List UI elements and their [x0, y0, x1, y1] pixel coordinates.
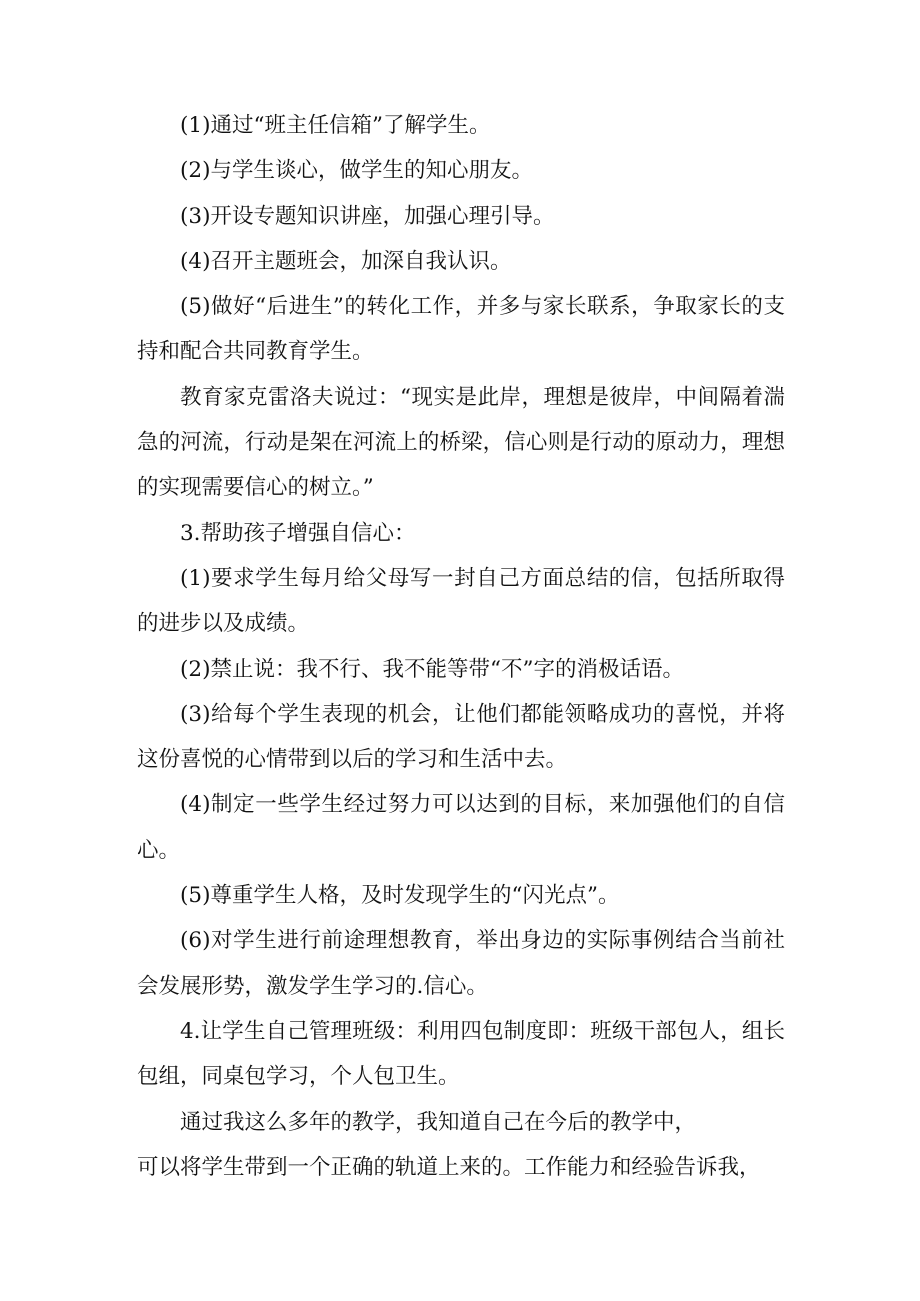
- document-body: [137, 103, 785, 1190]
- paragraph-lecture: (3)开设专题知识讲座，加强心理引导。: [180, 203, 555, 229]
- section-heading-confidence: 3.帮助孩子增强自信心：: [180, 520, 416, 546]
- closing-line-1: 通过我这么多年的教学，我知道自己在今后的教学中，: [180, 1109, 697, 1135]
- section-heading-self-management: 4.让学生自己管理班级：利用四包制度即：班级干部包人，组长包组，同桌包学习，个人包卫生。: [137, 1018, 785, 1090]
- paragraph-mailbox: (1)通过“班主任信箱”了解学生。: [180, 113, 491, 138]
- paragraph-forbid-negative: (2)禁止说：我不行、我不能等带“不”字的消极话语。: [180, 656, 684, 682]
- paragraph-heart-talk: (2)与学生谈心，做学生的知心朋友。: [180, 158, 533, 184]
- paragraph-future-education: (6)对学生进行前途理想教育，举出身边的实际事例结合当前社会发展形势，激发学生学习的.信心。: [137, 928, 785, 999]
- paragraph-letter-to-parents: (1)要求学生每月给父母写一封自己方面总结的信，包括所取得的进步以及成绩。: [137, 565, 785, 637]
- closing-line-2: 可以将学生带到一个正确的轨道上来的。工作能力和经验告诉我，: [137, 1154, 761, 1180]
- paragraph-respect: (5)尊重学生人格，及时发现学生的“闪光点”。: [180, 883, 620, 909]
- paragraph-set-goals: (4)制定一些学生经过努力可以达到的目标，来加强他们的自信心。: [137, 792, 785, 863]
- paragraph-krylov-quote: 教育家克雷洛夫说过：“现实是此岸，理想是彼岸，中间隔着湍急的河流，行动是架在河流上的桥梁，信心则是行动的原动力，理想的实现需要信心的树立。”: [137, 384, 785, 501]
- paragraph-class-meeting: (4)召开主题班会，加深自我认识。: [180, 248, 512, 274]
- paragraph-chance-to-perform: (3)给每个学生表现的机会，让他们都能领略成功的喜悦，并将这份喜悦的心情带到以后的学习和生活中去。: [137, 701, 785, 773]
- paragraph-backward-students: (5)做好“后进生”的转化工作，并多与家长联系，争取家长的支持和配合共同教育学生。: [137, 294, 785, 365]
